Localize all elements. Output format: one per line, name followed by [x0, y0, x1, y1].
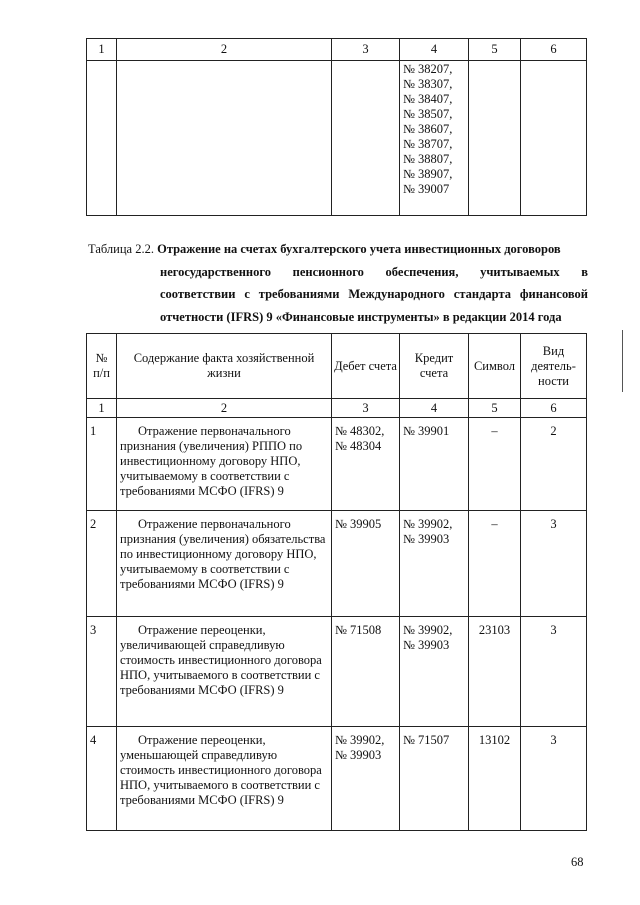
row-symbol: –	[469, 511, 521, 617]
col-number-cell: 3	[332, 399, 400, 418]
row-credit	[400, 727, 469, 831]
row-content: Отражение первоначального признания (увеличения) РППО по инвестиционному договору НПО, учитываемому в соответствии с требованиями МСФО (IFRS) 9	[117, 418, 332, 511]
account-code: № 39905	[335, 517, 382, 531]
empty-cell	[117, 61, 332, 216]
row-activity: 3	[521, 511, 587, 617]
page-number: 68	[571, 855, 584, 869]
row-number: 3	[87, 617, 117, 727]
empty-cell	[469, 61, 521, 216]
col-number-cell: 6	[521, 399, 587, 418]
caption-title-line1: Отражение на счетах бухгалтерского учета инвестиционных договоров	[157, 242, 561, 256]
row-credit	[400, 418, 469, 511]
margin-line	[622, 330, 623, 392]
row-number: 1	[87, 418, 117, 511]
col-number-cell: 2	[117, 39, 332, 61]
row-activity: 3	[521, 617, 587, 727]
row-debit	[332, 727, 400, 831]
credit-accounts-cell	[400, 61, 469, 216]
account-code: № 39902,	[403, 517, 453, 531]
row-debit	[332, 418, 400, 511]
continuation-row	[87, 61, 587, 216]
account-code: № 38507,	[403, 107, 453, 121]
account-code: № 39902,	[403, 623, 453, 637]
caption-title-rest: негосударственного пенсионного обеспечения, учитываемых в соответствии с требованиями Международного стандарта финансовой отчетности (IFRS) 9 «Финансовые инструменты» в редакции 2014 года	[160, 264, 588, 324]
account-code: № 71507	[403, 733, 450, 747]
col-number-cell: 4	[400, 399, 469, 418]
table-row	[87, 727, 587, 831]
row-symbol: –	[469, 418, 521, 511]
table-caption	[88, 238, 588, 328]
header-credit: Кредит счета	[400, 334, 469, 399]
account-code: № 48302,	[335, 424, 385, 438]
account-code: № 39903	[335, 748, 382, 762]
account-code: № 39903	[403, 532, 450, 546]
continuation-table	[86, 38, 587, 216]
account-code: № 48304	[335, 439, 382, 453]
table-row	[87, 511, 587, 617]
col-number-cell: 5	[469, 399, 521, 418]
col-number-cell: 1	[87, 399, 117, 418]
empty-cell	[332, 61, 400, 216]
row-number: 2	[87, 511, 117, 617]
col-number-cell: 4	[400, 39, 469, 61]
header-content: Содержание факта хозяйственной жизни	[117, 334, 332, 399]
row-activity: 3	[521, 727, 587, 831]
row-content: Отражение переоценки, увеличивающей справедливую стоимость инвестиционного договора НПО, учитываемого в соответствии с требованиями МСФО (IFRS) 9	[117, 617, 332, 727]
accounting-entries-table	[86, 333, 587, 831]
row-content: Отражение переоценки, уменьшающей справедливую стоимость инвестиционного договора НПО, учитываемого в соответствии с требованиями МСФО (IFRS) 9	[117, 727, 332, 831]
account-code: № 39903	[403, 638, 450, 652]
row-debit	[332, 617, 400, 727]
account-code: № 38807,	[403, 152, 453, 166]
col-number-cell: 2	[117, 399, 332, 418]
account-code: № 39901	[403, 424, 450, 438]
header-activity: Вид деятель-ности	[521, 334, 587, 399]
account-code: № 38207,	[403, 62, 453, 76]
header-debit: Дебет счета	[332, 334, 400, 399]
account-code: № 38607,	[403, 122, 453, 136]
account-code: № 38407,	[403, 92, 453, 106]
account-code: № 39007	[403, 182, 450, 196]
continuation-header-row	[87, 39, 587, 61]
empty-cell	[87, 61, 117, 216]
col-number-cell: 3	[332, 39, 400, 61]
col-number-cell: 5	[469, 39, 521, 61]
account-code: № 39902,	[335, 733, 385, 747]
row-debit	[332, 511, 400, 617]
account-code: № 38907,	[403, 167, 453, 181]
table-row	[87, 617, 587, 727]
account-code: № 71508	[335, 623, 382, 637]
caption-prefix: Таблица 2.2.	[88, 242, 154, 256]
row-symbol: 23103	[469, 617, 521, 727]
column-numbers-row	[87, 399, 587, 418]
col-number-cell: 6	[521, 39, 587, 61]
row-credit	[400, 617, 469, 727]
header-num: № п/п	[87, 334, 117, 399]
account-code: № 38707,	[403, 137, 453, 151]
table-header-row	[87, 334, 587, 399]
empty-cell	[521, 61, 587, 216]
row-number: 4	[87, 727, 117, 831]
table-row	[87, 418, 587, 511]
header-symbol: Символ	[469, 334, 521, 399]
col-number-cell: 1	[87, 39, 117, 61]
account-code: № 38307,	[403, 77, 453, 91]
row-credit	[400, 511, 469, 617]
row-symbol: 13102	[469, 727, 521, 831]
row-activity: 2	[521, 418, 587, 511]
row-content: Отражение первоначального признания (увеличения) обязательства по инвестиционному договору НПО, учитываемому в соответствии с требованиями МСФО (IFRS) 9	[117, 511, 332, 617]
